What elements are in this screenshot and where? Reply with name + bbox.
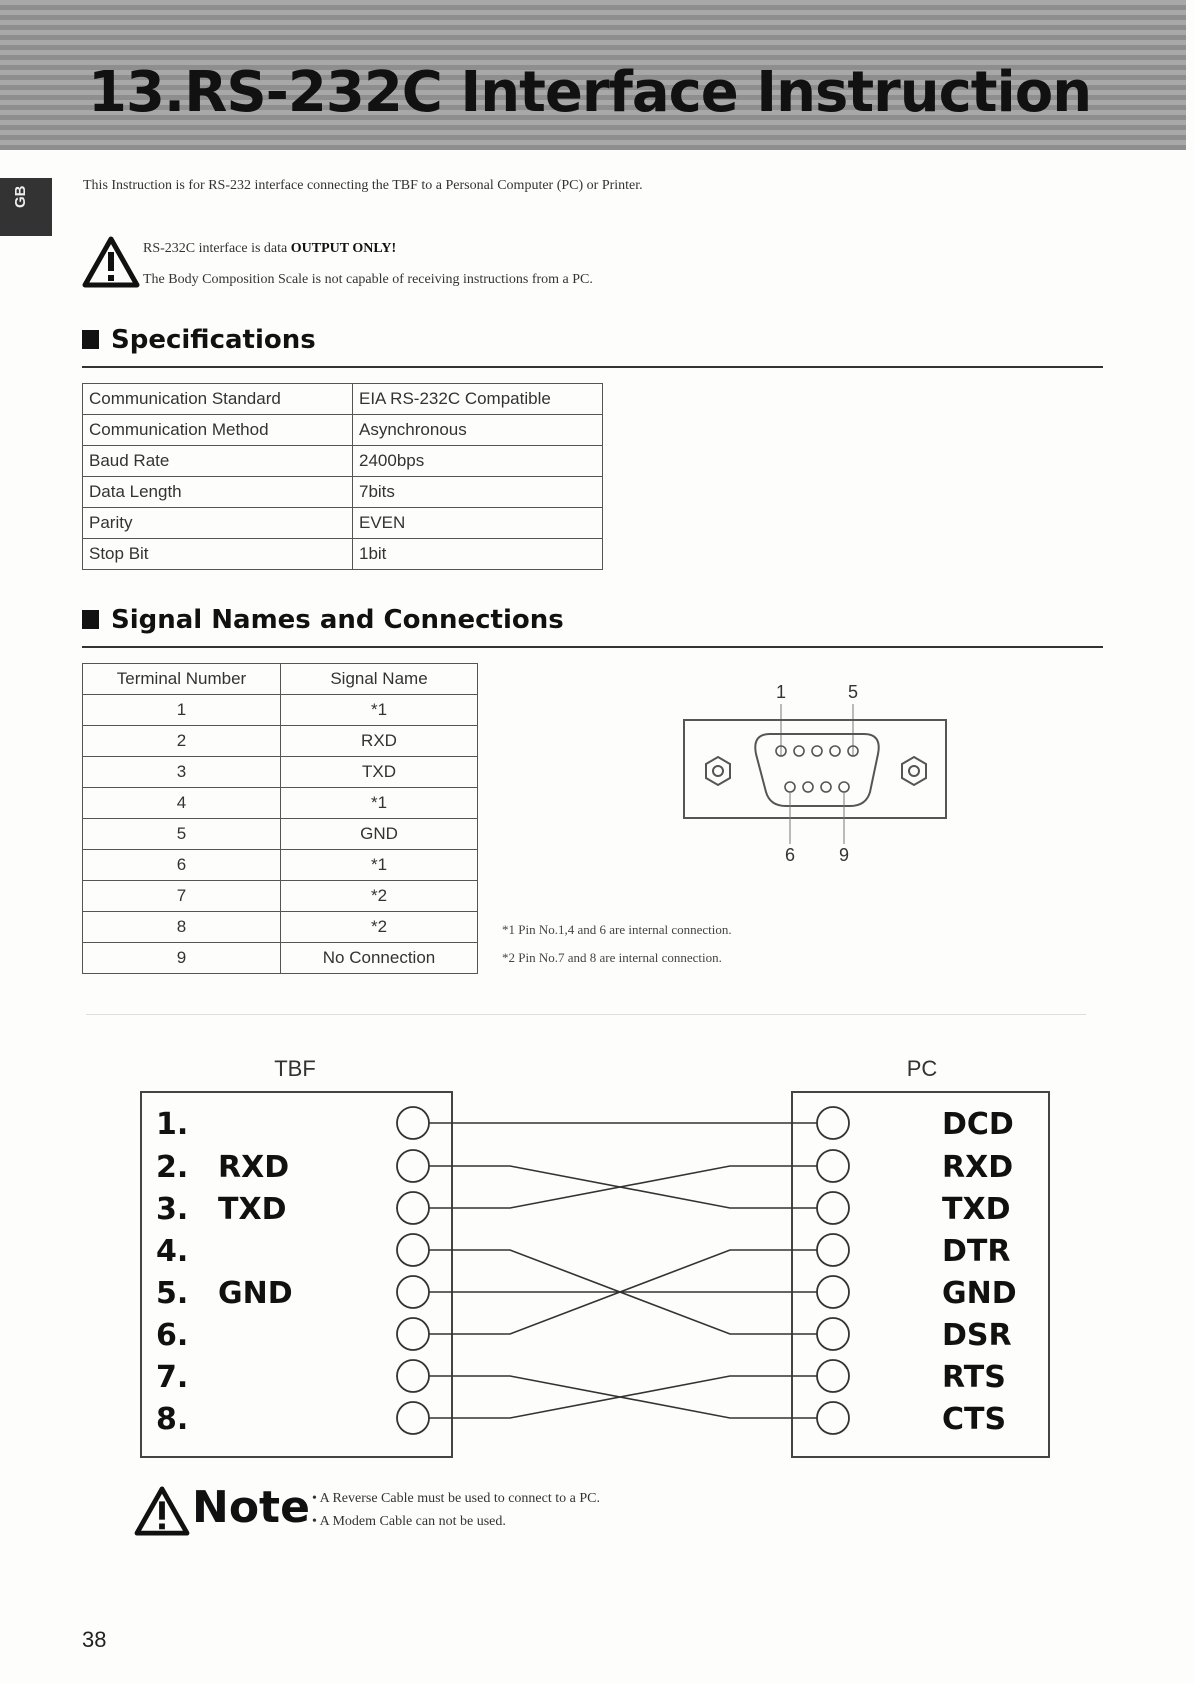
signals-heading: Signal Names and Connections bbox=[82, 605, 564, 635]
table-row: 7 *2 bbox=[83, 881, 478, 912]
pc-terminal bbox=[817, 1276, 849, 1308]
tbf-pin-number: 4. bbox=[156, 1234, 189, 1269]
note-label: Note bbox=[192, 1482, 310, 1533]
warning-icon bbox=[134, 1486, 190, 1536]
label-layer bbox=[156, 1107, 1017, 1437]
tbf-terminal bbox=[397, 1150, 429, 1182]
tbf-pin-number: 7. bbox=[156, 1360, 189, 1395]
page-title: 13.RS-232C Interface Instruction bbox=[88, 60, 1092, 125]
pin-label-1: 1 bbox=[775, 682, 787, 702]
terminal-layer bbox=[397, 1107, 849, 1434]
language-tab bbox=[0, 178, 52, 236]
intro-text: This Instruction is for RS-232 interface connecting the TBF to a Personal Computer (PC) or Printer. bbox=[83, 178, 643, 193]
table-row: Parity EVEN bbox=[83, 508, 603, 539]
table-row: 6 *1 bbox=[83, 850, 478, 881]
table-row: 3 TXD bbox=[83, 757, 478, 788]
pc-terminal bbox=[817, 1234, 849, 1266]
pin-label-6: 6 bbox=[784, 845, 796, 865]
table-row: 9 No Connection bbox=[83, 943, 478, 974]
pc-signal-label: DSR bbox=[942, 1318, 1012, 1353]
tbf-terminal bbox=[397, 1234, 429, 1266]
specifications-heading: Specifications bbox=[82, 325, 316, 355]
bullet-square-icon bbox=[82, 330, 99, 349]
footnote-2: *2 Pin No.7 and 8 are internal connection. bbox=[502, 950, 722, 965]
pc-signal-label: GND bbox=[942, 1276, 1017, 1311]
warning-line-1: RS-232C interface is data OUTPUT ONLY! bbox=[143, 241, 397, 256]
table-row: 2 RXD bbox=[83, 726, 478, 757]
tbf-signal-label: RXD bbox=[218, 1150, 290, 1185]
warning-icon bbox=[82, 236, 140, 288]
tbf-terminal bbox=[397, 1360, 429, 1392]
table-row: Baud Rate 2400bps bbox=[83, 446, 603, 477]
note-line-1: • A Reverse Cable must be used to connect to a PC. bbox=[312, 1491, 600, 1506]
language-tab-label: GB bbox=[12, 185, 29, 208]
pc-signal-label: CTS bbox=[942, 1402, 1007, 1437]
pc-signal-label: TXD bbox=[942, 1192, 1011, 1227]
tbf-terminal bbox=[397, 1276, 429, 1308]
tbf-signal-label: GND bbox=[218, 1276, 293, 1311]
footnote-1: *1 Pin No.1,4 and 6 are internal connection. bbox=[502, 922, 732, 937]
table-row: Stop Bit 1bit bbox=[83, 539, 603, 570]
specifications-table bbox=[82, 383, 603, 570]
note-block bbox=[134, 1482, 310, 1541]
pc-signal-label: DTR bbox=[942, 1234, 1011, 1269]
table-row: Data Length 7bits bbox=[83, 477, 603, 508]
tbf-signal-label: TXD bbox=[218, 1192, 287, 1227]
tbf-title: TBF bbox=[274, 1056, 316, 1081]
tbf-terminal bbox=[397, 1192, 429, 1224]
signals-rule bbox=[82, 646, 1103, 648]
wire bbox=[429, 1376, 817, 1418]
pin-label-5: 5 bbox=[847, 682, 859, 702]
table-row: 8 *2 bbox=[83, 912, 478, 943]
pc-signal-label: RTS bbox=[942, 1360, 1006, 1395]
warning-emphasis: OUTPUT ONLY! bbox=[290, 241, 397, 256]
pin-label-9: 9 bbox=[838, 845, 850, 865]
pc-terminal bbox=[817, 1150, 849, 1182]
pc-terminal bbox=[817, 1192, 849, 1224]
pc-signal-label: DCD bbox=[942, 1107, 1014, 1142]
table-row: 5 GND bbox=[83, 819, 478, 850]
wiring-diagram bbox=[130, 1046, 1060, 1466]
mounting-screw-left-icon bbox=[706, 757, 730, 785]
bullet-square-icon bbox=[82, 610, 99, 629]
pc-title: PC bbox=[906, 1056, 938, 1081]
table-row: Communication Standard EIA RS-232C Compatible bbox=[83, 384, 603, 415]
tbf-pin-number: 5. bbox=[156, 1276, 189, 1311]
page-number: 38 bbox=[82, 1627, 107, 1652]
tbf-pin-number: 3. bbox=[156, 1192, 189, 1227]
table-row: 1 *1 bbox=[83, 695, 478, 726]
table-row: 4 *1 bbox=[83, 788, 478, 819]
tbf-pin-number: 2. bbox=[156, 1150, 189, 1185]
pc-signal-label: RXD bbox=[942, 1150, 1014, 1185]
wire bbox=[429, 1166, 817, 1208]
connector-pins bbox=[776, 746, 858, 792]
pc-terminal bbox=[817, 1360, 849, 1392]
tbf-terminal bbox=[397, 1107, 429, 1139]
tbf-terminal bbox=[397, 1318, 429, 1350]
tbf-terminal bbox=[397, 1402, 429, 1434]
note-line-2: • A Modem Cable can not be used. bbox=[312, 1514, 506, 1529]
column-header: Signal Name bbox=[281, 664, 478, 695]
signals-table bbox=[82, 663, 478, 974]
warning-line-2: The Body Composition Scale is not capable of receiving instructions from a PC. bbox=[143, 272, 593, 287]
pc-terminal bbox=[817, 1318, 849, 1350]
tbf-pin-number: 6. bbox=[156, 1318, 189, 1353]
table-row: Communication Method Asynchronous bbox=[83, 415, 603, 446]
pc-terminal bbox=[817, 1107, 849, 1139]
section-divider bbox=[86, 1014, 1086, 1015]
column-header: Terminal Number bbox=[83, 664, 281, 695]
table-header-row bbox=[83, 664, 478, 695]
wire-layer bbox=[429, 1123, 817, 1418]
tbf-pin-number: 1. bbox=[156, 1107, 189, 1142]
connector-shell bbox=[755, 734, 878, 806]
specifications-rule bbox=[82, 366, 1103, 368]
db9-connector-diagram bbox=[670, 672, 960, 872]
mounting-screw-right-icon bbox=[902, 757, 926, 785]
pc-terminal bbox=[817, 1402, 849, 1434]
tbf-pin-number: 8. bbox=[156, 1402, 189, 1437]
